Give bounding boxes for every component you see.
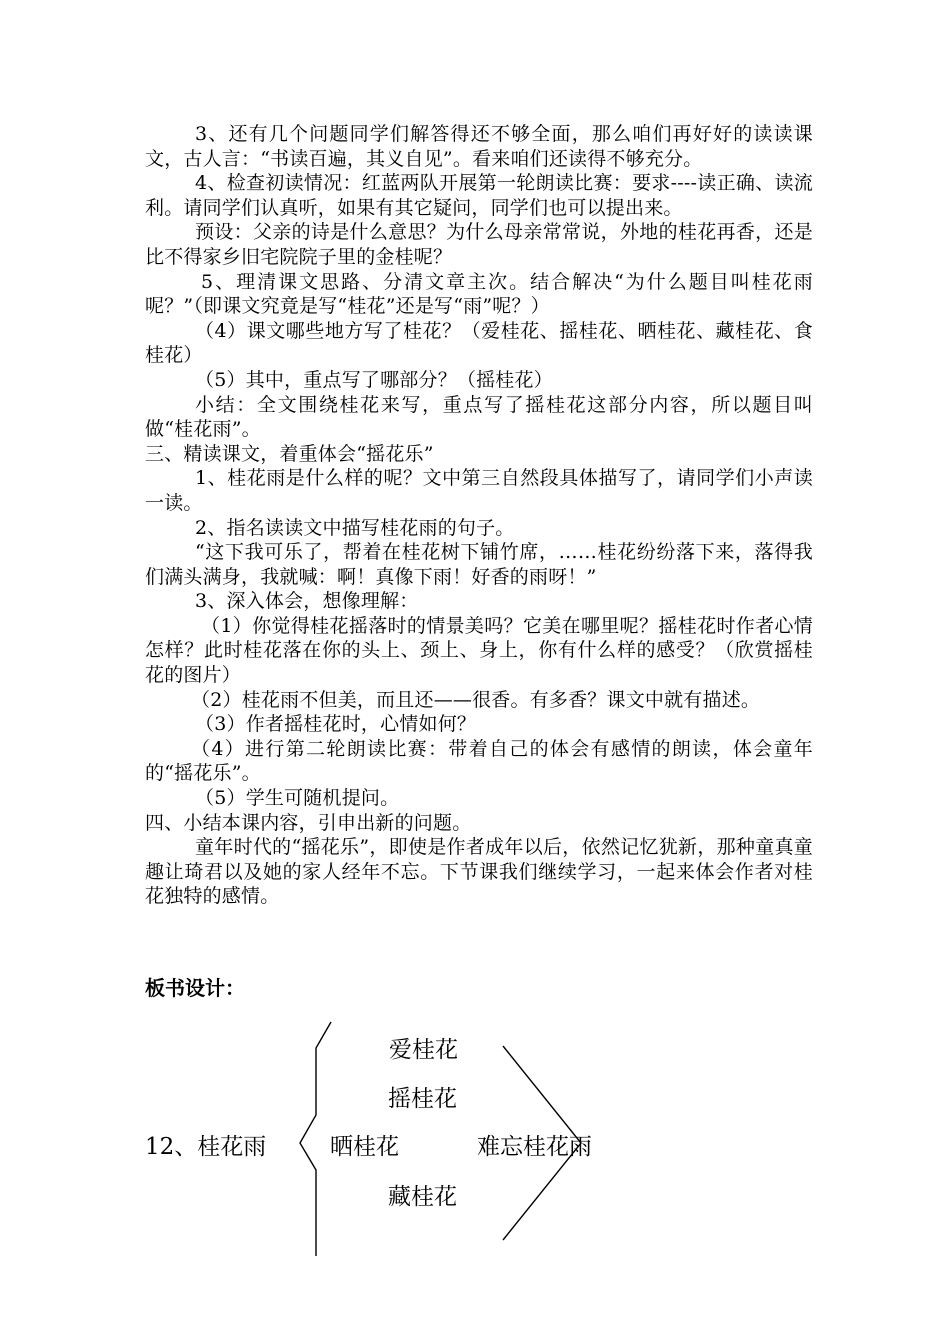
board-title: 12、桂花雨	[145, 1134, 267, 1160]
paragraph-14: （2）桂花雨不但美，而且还——很香。有多香？课文中就有描述。	[191, 688, 761, 711]
paragraph-10: 2、指名读读文中描写桂花雨的句子。	[195, 516, 515, 539]
paragraph-12: 3、深入体会，想像理解：	[195, 590, 419, 613]
lesson-text	[145, 122, 813, 909]
board-conclusion: 难忘桂花雨	[477, 1134, 592, 1160]
paragraph-9: 1、桂花雨是什么样的呢？文中第三自然段具体描写了，请同学们小声读一读。	[145, 467, 813, 514]
board-design-heading: 板书设计：	[145, 976, 245, 1000]
section-heading-4: 四、小结本课内容，引申出新的问题。	[145, 811, 472, 834]
paragraph-16: （4）进行第二轮朗读比赛：带着自己的体会有感情的朗读，体会童年的“摇花乐”。	[145, 737, 813, 785]
paragraph-2: 4、检查初读情况：红蓝两队开展第一轮朗读比赛：要求----读正确、读流利。请同学们认真听，如果有其它疑问，同学们也可以提出来。	[145, 172, 813, 219]
paragraph-1: 3、还有几个问题同学们解答得还不够全面，那么咱们再好好的读读课文，古人言：“书读百遍，其义自见”。看来咱们还读得不够充分。	[145, 123, 813, 170]
paragraph-7: 小结：全文围绕桂花来写，重点写了摇桂花这部分内容，所以题目叫做“桂花雨”。	[145, 393, 813, 441]
section-heading-3: 三、精读课文，着重体会“摇花乐”	[145, 442, 434, 465]
paragraph-15: （3）作者摇桂花时，心情如何？	[195, 713, 477, 736]
paragraph-3: 预设：父亲的诗是什么意思？为什么母亲常常说，外地的桂花再香，还是比不得家乡旧宅院院子里的金桂呢？	[145, 221, 813, 268]
paragraph-5: （4）课文哪些地方写了桂花？（爱桂花、摇桂花、晒桂花、藏桂花、食桂花）	[145, 319, 813, 367]
quote-paragraph: “这下我可乐了，帮着在桂花树下铺竹席，……桂花纷纷落下来，落得我们满头满身，我就喊：啊！真像下雨！好香的雨呀！”	[145, 541, 813, 588]
paragraph-13: （1）你觉得桂花摇落时的情景美吗？它美在哪里呢？摇桂花时作者心情怎样？此时桂花落在你的头上、颈上、身上，你有什么样的感受？（欣赏摇桂花的图片）	[145, 614, 813, 687]
right-bracket	[503, 1046, 581, 1240]
board-item-4: 藏桂花	[388, 1184, 457, 1210]
board-item-1: 爱桂花	[389, 1037, 458, 1063]
paragraph-6: （5）其中，重点写了哪部分？（摇桂花）	[195, 368, 553, 391]
paragraph-19: 童年时代的“摇花乐”，即使是作者成年以后，依然记忆犹新，那种童真童趣让琦君以及她的家人经年不忘。下节课我们继续学习，一起来体会作者对桂花独特的感情。	[145, 836, 813, 908]
left-brace	[300, 1022, 331, 1256]
board-item-2: 摇桂花	[388, 1086, 457, 1112]
paragraph-17: （5）学生可随机提问。	[195, 787, 400, 810]
board-item-3: 晒桂花	[330, 1134, 399, 1160]
paragraph-4: 5、理清课文思路、分清文章主次。结合解决“为什么题目叫桂花雨呢？”（即课文究竟是写“桂花”还是写“雨”呢？）	[145, 270, 813, 318]
